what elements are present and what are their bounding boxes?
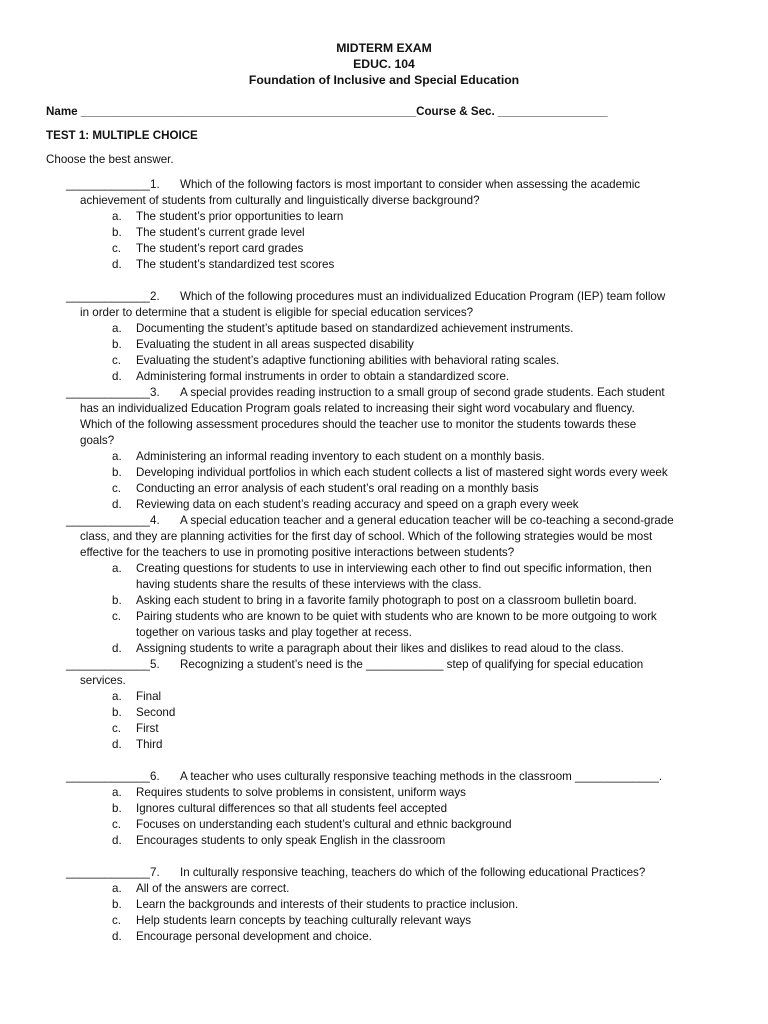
choice-text: Developing individual portfolios in which each student collects a list of mastered sight words every week [136, 466, 668, 479]
choice-d [46, 737, 730, 753]
choice-c [46, 241, 730, 257]
choice-text: Assigning students to write a paragraph about their likes and dislikes to read aloud to the class. [136, 642, 624, 655]
question-stem [46, 177, 730, 193]
choice-a [46, 881, 730, 897]
choice-letter: c. [112, 482, 122, 495]
course-code: EDUC. 104 [353, 57, 415, 71]
choice-letter: b. [112, 226, 122, 239]
choice-letter: d. [112, 834, 122, 847]
choice-letter: d. [112, 930, 122, 943]
choice-b [46, 801, 730, 817]
choice-letter: a. [112, 882, 122, 895]
question-text: A special education teacher and a general education teacher will be co-teaching a second-grade [180, 514, 674, 527]
choice-letter: d. [112, 738, 122, 751]
question-text-continued: services. [80, 674, 126, 687]
choice-c [46, 913, 730, 929]
spacer [46, 753, 730, 769]
choice-text: Asking each student to bring in a favorite family photograph to post on a classroom bulletin board. [136, 594, 637, 607]
question-number: 4. [150, 514, 160, 527]
answer-blank[interactable]: _____________ [66, 290, 150, 303]
choice-d [46, 929, 730, 945]
question-1 [46, 177, 730, 289]
choice-text-continued: together on various tasks and play together at recess. [136, 626, 412, 639]
choice-list [46, 209, 730, 273]
choice-a [46, 785, 730, 801]
question-list [46, 177, 730, 945]
choice-letter: a. [112, 210, 122, 223]
choice-text: All of the answers are correct. [136, 882, 290, 895]
question-text: Which of the following procedures must an individualized Education Program (IEP) team follow [180, 290, 666, 303]
choice-text: Final [136, 690, 162, 703]
choice-letter: b. [112, 706, 122, 719]
exam-header [0, 40, 768, 88]
choice-text: Ignores cultural differences so that all students feel accepted [136, 802, 448, 815]
question-stem [46, 513, 730, 529]
name-course-line: Name ____________________________________________________Course & Sec. _________________ [46, 105, 608, 118]
question-6 [46, 769, 730, 865]
choice-text: Encourages students to only speak English in the classroom [136, 834, 446, 847]
choice-list [46, 785, 730, 849]
choice-list [46, 881, 730, 945]
choice-text: Requires students to solve problems in consistent, uniform ways [136, 786, 466, 799]
choice-letter: b. [112, 466, 122, 479]
choice-letter: a. [112, 450, 122, 463]
question-text: A special provides reading instruction to a small group of second grade students. Each student [180, 386, 665, 399]
choice-letter: b. [112, 802, 122, 815]
choice-text: The student’s standardized test scores [136, 258, 335, 271]
question-number: 1. [150, 178, 160, 191]
question-text-continued: class, and they are planning activities for the first day of school. Which of the following strategies would be most [80, 530, 653, 543]
choice-text: Documenting the student’s aptitude based on standardized achievement instruments. [136, 322, 574, 335]
question-7 [46, 865, 730, 945]
answer-blank[interactable]: _____________ [66, 386, 150, 399]
choice-a [46, 209, 730, 225]
choice-letter: c. [112, 722, 122, 735]
choice-letter: d. [112, 370, 122, 383]
answer-blank[interactable]: _____________ [66, 178, 150, 191]
question-stem [46, 289, 730, 305]
choice-text: The student’s current grade level [136, 226, 305, 239]
choice-d [46, 369, 730, 385]
choice-text: Conducting an error analysis of each student’s oral reading on a monthly basis [136, 482, 539, 495]
choice-text: Reviewing data on each student’s reading accuracy and speed on a graph every week [136, 498, 579, 511]
choice-a [46, 449, 730, 465]
choice-c [46, 609, 730, 641]
choice-b [46, 705, 730, 721]
question-number: 3. [150, 386, 160, 399]
spacer [46, 273, 730, 289]
question-number: 6. [150, 770, 160, 783]
choice-letter: a. [112, 562, 122, 575]
choice-list [46, 321, 730, 385]
choice-letter: c. [112, 354, 122, 367]
choice-list [46, 561, 730, 657]
choice-text: Encourage personal development and choice. [136, 930, 372, 943]
choice-text: Learn the backgrounds and interests of their students to practice inclusion. [136, 898, 519, 911]
choice-letter: a. [112, 786, 122, 799]
choice-d [46, 833, 730, 849]
choice-letter: d. [112, 642, 122, 655]
choice-b [46, 465, 730, 481]
choice-letter: b. [112, 338, 122, 351]
answer-blank[interactable]: _____________ [66, 866, 150, 879]
question-stem [46, 657, 730, 673]
answer-blank[interactable]: _____________ [66, 770, 150, 783]
question-text-continued: achievement of students from culturally and linguistically diverse background? [80, 194, 480, 207]
choice-text: Creating questions for students to use in interviewing each other to find out specific information, then [136, 562, 652, 575]
question-text-continued: goals? [80, 434, 115, 447]
question-2 [46, 289, 730, 385]
choice-text: Second [136, 706, 176, 719]
choice-c [46, 721, 730, 737]
choice-text: Administering formal instruments in order to obtain a standardized score. [136, 370, 510, 383]
course-title: Foundation of Inclusive and Special Education [248, 73, 520, 87]
question-4 [46, 513, 730, 657]
choice-text: First [136, 722, 159, 735]
choice-text: Evaluating the student’s adaptive functioning abilities with behavioral rating scales. [136, 354, 560, 367]
spacer [46, 849, 730, 865]
choice-letter: b. [112, 898, 122, 911]
question-number: 5. [150, 658, 160, 671]
instructions: Choose the best answer. [46, 153, 174, 166]
choice-a [46, 689, 730, 705]
question-number: 2. [150, 290, 160, 303]
choice-c [46, 353, 730, 369]
choice-letter: c. [112, 242, 122, 255]
answer-blank[interactable]: _____________ [66, 658, 150, 671]
choice-letter: d. [112, 498, 122, 511]
choice-letter: c. [112, 914, 122, 927]
choice-d [46, 497, 730, 513]
question-3 [46, 385, 730, 513]
question-text: A teacher who uses culturally responsive teaching methods in the classroom _____________. [180, 770, 663, 783]
choice-c [46, 817, 730, 833]
choice-d [46, 641, 730, 657]
question-5 [46, 657, 730, 769]
question-stem [46, 385, 730, 401]
choice-d [46, 257, 730, 273]
choice-text: Third [136, 738, 163, 751]
choice-letter: c. [112, 610, 122, 623]
choice-b [46, 897, 730, 913]
choice-b [46, 593, 730, 609]
choice-list [46, 449, 730, 513]
question-stem [46, 769, 730, 785]
choice-a [46, 321, 730, 337]
choice-letter: b. [112, 594, 122, 607]
choice-c [46, 481, 730, 497]
answer-blank[interactable]: _____________ [66, 514, 150, 527]
exam-title: MIDTERM EXAM [336, 41, 432, 55]
question-text: Which of the following factors is most important to consider when assessing the academic [180, 178, 641, 191]
question-text: Recognizing a student’s need is the ____________ step of qualifying for special education [180, 658, 644, 671]
choice-text: Focuses on understanding each student’s cultural and ethnic background [136, 818, 512, 831]
choice-letter: a. [112, 322, 122, 335]
question-number: 7. [150, 866, 160, 879]
test-title: TEST 1: MULTIPLE CHOICE [46, 129, 198, 142]
choice-b [46, 225, 730, 241]
question-text-continued: in order to determine that a student is eligible for special education services? [80, 306, 474, 319]
choice-text: The student’s report card grades [136, 242, 304, 255]
choice-text: Administering an informal reading inventory to each student on a monthly basis. [136, 450, 545, 463]
question-text-continued: effective for the teachers to use in promoting positive interactions between students? [80, 546, 515, 559]
choice-text: The student’s prior opportunities to learn [136, 210, 344, 223]
choice-text: Pairing students who are known to be quiet with students who are known to be more outgoing to work [136, 610, 657, 623]
choice-a [46, 561, 730, 593]
question-text-continued: has an individualized Education Program goals related to increasing their sight word vocabulary and fluency. [80, 402, 635, 415]
choice-letter: c. [112, 818, 122, 831]
question-text: In culturally responsive teaching, teachers do which of the following educational Practices? [180, 866, 646, 879]
choice-letter: d. [112, 258, 122, 271]
choice-b [46, 337, 730, 353]
choice-list [46, 689, 730, 753]
choice-text: Evaluating the student in all areas suspected disability [136, 338, 414, 351]
question-text-continued: Which of the following assessment procedures should the teacher use to monitor the students towards these [80, 418, 637, 431]
choice-text: Help students learn concepts by teaching culturally relevant ways [136, 914, 472, 927]
question-stem [46, 865, 730, 881]
choice-letter: a. [112, 690, 122, 703]
choice-text-continued: having students share the results of these interviews with the class. [136, 578, 482, 591]
